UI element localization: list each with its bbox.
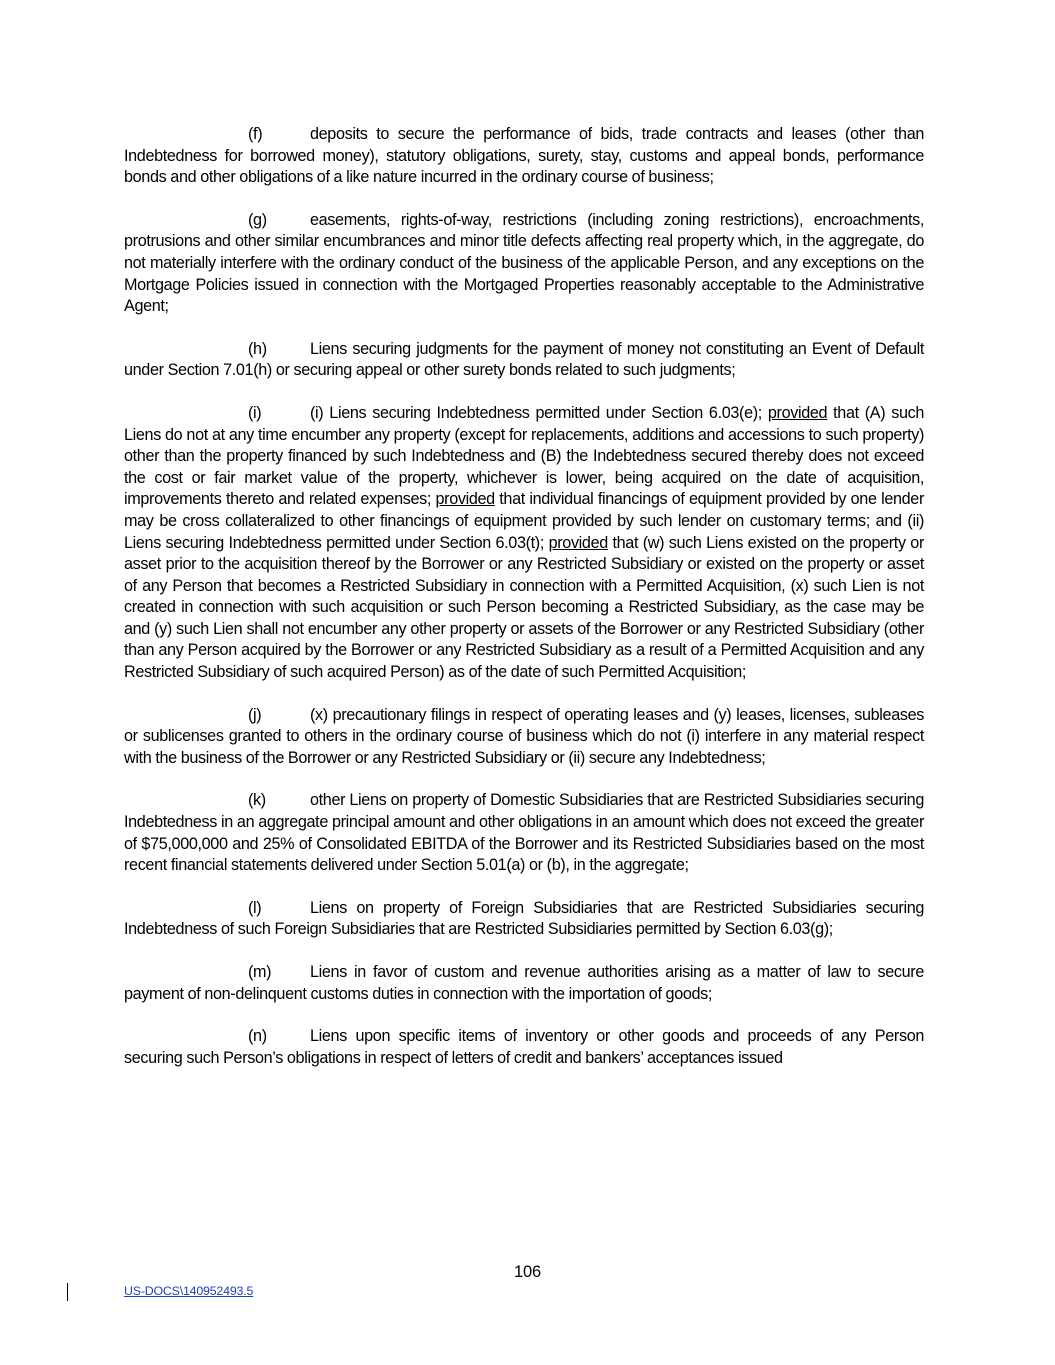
underlined-term: provided <box>435 490 495 509</box>
clause-text: Liens securing judgments for the payment of money not constituting an Event of Default under Section 7.01(h) or securing appeal or other surety bonds related to such judgments; <box>124 339 924 380</box>
clause-label: (m) <box>248 963 272 981</box>
clause-paragraph <box>124 790 924 876</box>
page-number: 106 <box>514 1263 541 1281</box>
clause-label: (i) <box>248 403 262 422</box>
clause-text: Liens on property of Foreign Subsidiaries that are Restricted Subsidiaries securing Indebtedness of such Foreign Subsidiaries that are Restricted Subsidiaries permitted by Section 6.03(g); <box>124 898 924 939</box>
clause-paragraph <box>124 1026 924 1069</box>
clause-text: deposits to secure the performance of bids, trade contracts and leases (other than Indebtedness for borrowed money), statutory obligations, surety, stay, customs and appeal bonds, performance bonds and other obligations of a like nature incurred in the ordinary course of business; <box>124 125 924 187</box>
underlined-term: provided <box>767 403 828 422</box>
clause-text: (i) Liens securing Indebtedness permitted under Section 6.03(e); <box>310 403 768 422</box>
clause-paragraph <box>124 339 924 382</box>
clause-text: Liens upon specific items of inventory or other goods and proceeds of any Person securing such Person’s obligations in respect of letters of credit and bankers’ acceptances issued <box>124 1027 924 1067</box>
clause-paragraph <box>124 962 924 1005</box>
clause-label: (l) <box>248 898 262 917</box>
clause-paragraph <box>124 124 924 189</box>
clause-text: that individual financings of equipment provided by one lender may be cross collateralized to other financings of equipment provided by such lender on customary terms; and (ii) Liens securing Indebtedness permitted under Section 6.03(t); <box>124 490 924 552</box>
clause-text: Liens in favor of custom and revenue authorities arising as a matter of law to secure payment of non-delinquent customs duties in connection with the importation of goods; <box>124 963 924 1003</box>
revision-change-bar <box>67 1283 68 1301</box>
document-body <box>124 124 924 1090</box>
document-id-link[interactable]: US-DOCS\140952493.5 <box>124 1284 254 1298</box>
clause-paragraph <box>124 403 924 684</box>
clause-label: (n) <box>248 1027 267 1046</box>
clause-label: (h) <box>248 339 267 358</box>
clause-text: (x) precautionary filings in respect of operating leases and (y) leases, licenses, subleases or sublicenses granted to others in the ordinary course of business which do not (i) interfere in any material respect with the business of the Borrower or any Restricted Subsidiary or (ii) secure any Indebtedness; <box>124 705 924 767</box>
clause-text: that (w) such Liens existed on the property or asset prior to the acquisition thereof by the Borrower or any Restricted Subsidiary or existed on the property or asset of any Person that becomes a Restricted Subsidiary in connection with a Permitted Acquisition, (x) such Lien is not created in connection with such acquisition or such Person becoming a Restricted Subsidiary, as the case may be and (y) such Lien shall not encumber any other property or assets of the Borrower or any Restricted Subsidiary (other than any Person acquired by the Borrower or any Restricted Subsidiary as a result of a Permitted Acquisition and any Restricted Subsidiary of such acquired Person) as of the date of such Permitted Acquisition; <box>124 533 924 682</box>
clause-label: (g) <box>248 210 267 229</box>
clause-paragraph <box>124 705 924 770</box>
clause-label: (j) <box>248 705 262 724</box>
clause-label: (f) <box>248 125 263 143</box>
clause-text: that (A) such Liens do not at any time encumber any property (except for replacements, additions and accessions to such property) other than the property financed by such Indebtedness and (B) the Indebtedness secured thereby does not exceed the cost or fair market value of the property, whichever is lower, being acquired on the date of acquisition, improvements thereto and related expenses; <box>124 403 924 509</box>
clause-label: (k) <box>248 791 266 810</box>
clause-paragraph <box>124 210 924 318</box>
clause-text: easements, rights-of-way, restrictions (including zoning restrictions), encroachments, protrusions and other similar encumbrances and minor title defects affecting real property which, in the aggregate, do not materially interfere with the ordinary conduct of the business of the applicable Person, and any exceptions on the Mortgage Policies issued in connection with the Mortgaged Properties reasonably acceptable to the Administrative Agent; <box>124 210 924 316</box>
clause-paragraph <box>124 898 924 941</box>
clause-text: other Liens on property of Domestic Subsidiaries that are Restricted Subsidiaries securing Indebtedness in an aggregate principal amount and other obligations in an amount which does not exceed the greater of $75,000,000 and 25% of Consolidated EBITDA of the Borrower and its Restricted Subsidiaries based on the most recent financial statements delivered under Section 5.01(a) or (b), in the aggregate; <box>124 791 924 875</box>
underlined-term: provided <box>548 533 608 552</box>
